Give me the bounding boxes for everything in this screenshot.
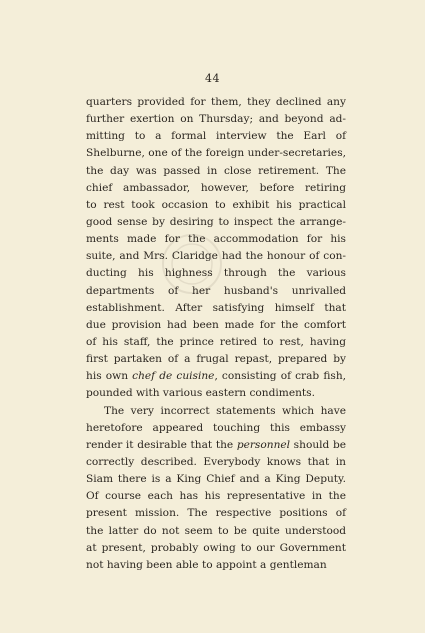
text-line: Shelburne, one of the foreign under-secretaries, — [86, 147, 346, 160]
text-line: departments of her husband's unrivalled — [86, 284, 346, 297]
text-line: chief ambassador, however, before retiring — [86, 181, 346, 194]
page-number: 44 — [205, 72, 220, 85]
body-text — [86, 94, 346, 574]
text-line: ducting his highness through the various — [86, 267, 346, 280]
text-line: mitting to a formal interview the Earl of — [86, 130, 346, 143]
text-line: Of course each has his representative in the — [86, 490, 346, 503]
text-line: of his staff, the prince retired to rest, having — [86, 335, 346, 348]
text-line: further exertion on Thursday; and beyond ad- — [86, 113, 346, 126]
italic-phrase: chef de cuisine — [132, 370, 215, 383]
text-line: to rest took occasion to exhibit his practical — [86, 198, 346, 211]
text-line: pounded with various eastern condiments. — [86, 387, 315, 400]
text-line: correctly described. Everybody knows that in — [86, 455, 346, 468]
text-line: suite, and Mrs. Claridge had the honour of con- — [86, 250, 346, 263]
text-line: heretofore appeared touching this embassy — [86, 421, 346, 434]
paragraph-1 — [86, 94, 346, 403]
text-line: ments made for the accommodation for his — [86, 233, 346, 246]
text-line: The very incorrect statements which have — [104, 404, 346, 417]
text-line: not having been able to appoint a gentleman — [86, 558, 327, 571]
text-line: good sense by desiring to inspect the arrange- — [86, 215, 346, 228]
text-line: the day was passed in close retirement. The — [86, 164, 346, 177]
text-line: present mission. The respective positions of — [86, 507, 346, 520]
text-line: his own chef de cuisine, consisting of crab fish, — [86, 370, 347, 383]
text-line: first partaken of a frugal repast, prepared by — [86, 353, 346, 366]
text-line: Siam there is a King Chief and a King Deputy. — [86, 473, 346, 486]
text-line: at present, probably owing to our Government — [86, 541, 346, 554]
italic-phrase: personnel — [236, 438, 291, 451]
text-line: the latter do not seem to be quite understood — [86, 524, 346, 537]
text-line: render it desirable that the personnel should be — [86, 438, 347, 451]
text-line: due provision had been made for the comfort — [86, 318, 346, 331]
text-line: establishment. After satisfying himself that — [86, 301, 346, 314]
text-line: quarters provided for them, they declined any — [86, 96, 346, 108]
paragraph-2 — [86, 403, 346, 574]
